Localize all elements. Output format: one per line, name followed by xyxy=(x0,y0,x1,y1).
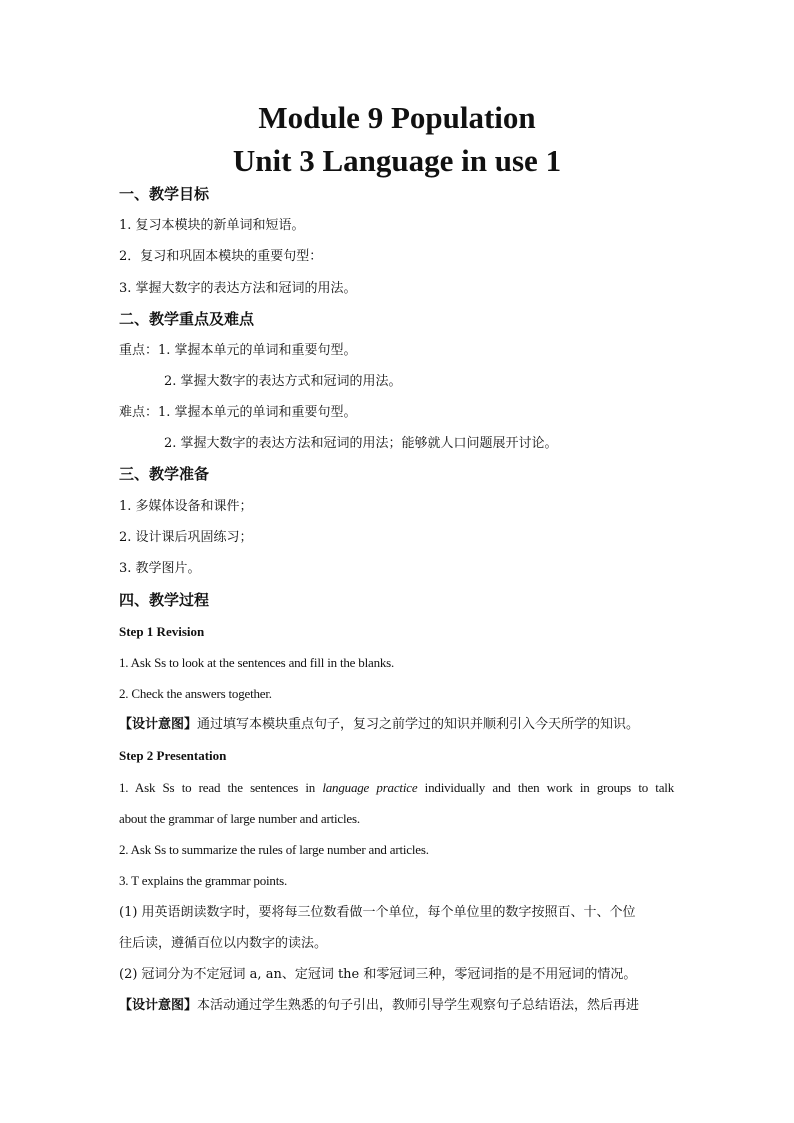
design-intent-label: 【设计意图】 xyxy=(119,998,198,1013)
grammar-point-1-cont: 往后读，遵循百位以内数字的读法。 xyxy=(119,936,328,951)
preparation-item: 1. 多媒体设备和课件； xyxy=(119,499,253,514)
key-item: 1. 掌握本单元的单词和重要句型。 xyxy=(158,343,357,358)
design-intent-label: 【设计意图】 xyxy=(119,717,198,732)
design-intent-text: 通过填写本模块重点句子，复习之前学过的知识并顺利引入今天所学的知识。 xyxy=(197,717,640,732)
section-heading-preparation: 三、教学准备 xyxy=(119,465,210,483)
section-heading-procedure: 四、教学过程 xyxy=(119,591,210,609)
step2-item-3: 3. T explains the grammar points. xyxy=(119,873,288,888)
step1-item: 2. Check the answers together. xyxy=(119,686,272,701)
key-label: 重点： xyxy=(119,343,159,358)
difficult-item: 2. 掌握大数字的表达方法和冠词的用法；能够就人口问题展开讨论。 xyxy=(164,436,558,451)
section-heading-objectives: 一、教学目标 xyxy=(119,185,210,203)
key-item: 2. 掌握大数字的表达方式和冠词的用法。 xyxy=(164,374,402,389)
step2-item-1-cont: about the grammar of large number and articles. xyxy=(119,811,360,826)
design-intent-text: 本活动通过学生熟悉的句子引出，教师引导学生观察句子总结语法，然后再进 xyxy=(197,998,640,1013)
step1-design-intent xyxy=(119,716,639,734)
preparation-item: 2. 设计课后巩固练习； xyxy=(119,530,253,545)
step2-item-1: 1. Ask Ss to read the sentences in language practice individually and then work in groups to talk xyxy=(119,780,674,795)
step1-title: Step 1 Revision xyxy=(119,624,205,639)
difficult-item: 1. 掌握本单元的单词和重要句型。 xyxy=(158,405,357,420)
objective-item: 2．复习和巩固本模块的重要句型： xyxy=(119,249,323,264)
objective-item: 1. 复习本模块的新单词和短语。 xyxy=(119,218,305,233)
step2-design-intent xyxy=(119,997,639,1015)
step2-item-2: 2. Ask Ss to summarize the rules of large number and articles. xyxy=(119,842,429,857)
objective-item: 3. 掌握大数字的表达方法和冠词的用法。 xyxy=(119,281,357,296)
difficult-point-row xyxy=(119,404,357,422)
step2-title: Step 2 Presentation xyxy=(119,748,227,763)
difficult-label: 难点： xyxy=(119,405,159,420)
section-heading-key-points: 二、教学重点及难点 xyxy=(119,310,255,328)
preparation-item: 3. 教学图片。 xyxy=(119,561,201,576)
unit-title: Unit 3 Language in use 1 xyxy=(232,143,562,178)
grammar-point-2: (2) 冠词分为不定冠词 a, an、定冠词 the 和零冠词三种，零冠词指的是不用冠词的情况。 xyxy=(119,967,637,982)
key-point-row xyxy=(119,342,357,360)
module-title: Module 9 Population xyxy=(258,100,536,135)
grammar-point-1: (1) 用英语朗读数字时，要将每三位数看做一个单位，每个单位里的数字按照百、十、个位 xyxy=(119,905,636,920)
step1-item: 1. Ask Ss to look at the sentences and fill in the blanks. xyxy=(119,655,395,670)
language-practice-term: language practice xyxy=(322,780,418,795)
